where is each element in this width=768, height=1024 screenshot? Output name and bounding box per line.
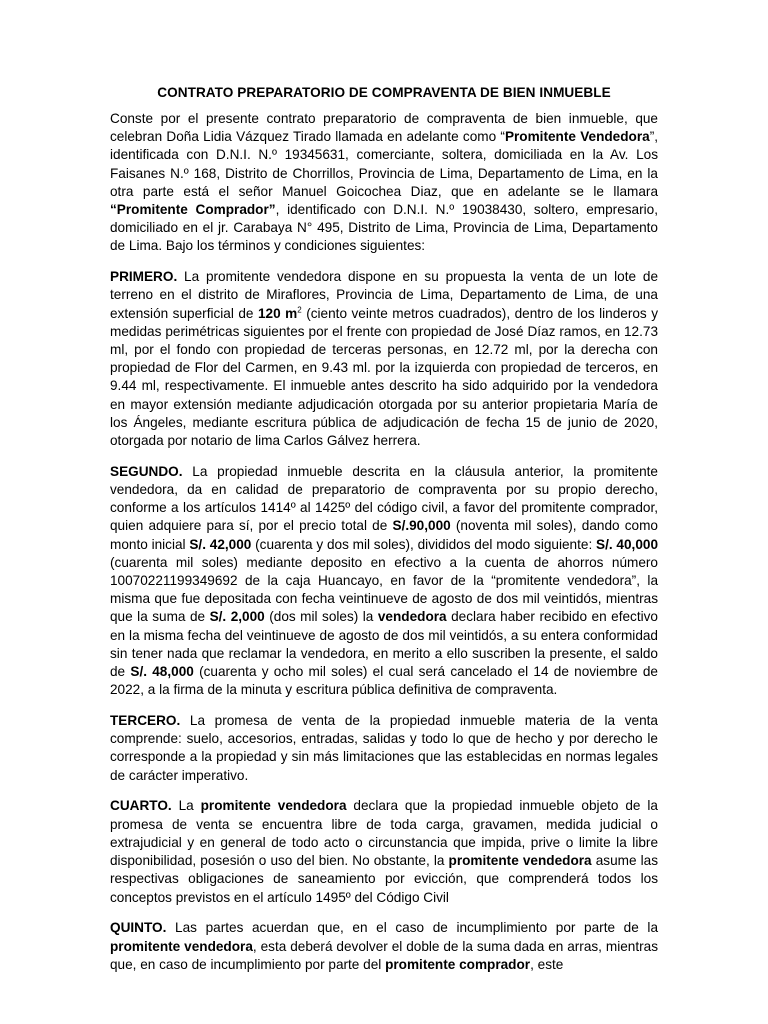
text-run: declara que la propiedad inmueble objeto de la promesa de venta se encuentra libre de toda carga, gravamen, medida judicial o extrajudicial y en general de todo acto o circunstancia que impida, prive o limite la libre disponibilidad, posesión o uso del bien. No obstante, la bbox=[110, 798, 658, 869]
bold-text-run: SEGUNDO. bbox=[110, 463, 183, 479]
bold-text-run: “Promitente Comprador” bbox=[110, 202, 276, 218]
bold-text-run: S/. 42,000 bbox=[189, 536, 252, 552]
bold-text-run: promitente vendedora bbox=[448, 853, 592, 869]
text-run: La promesa de venta de la propiedad inmueble materia de la venta comprende: suelo, accesorios, entradas, salidas y todo lo que de hecho y por derecho le corresponde a la propiedad y sin más limitaciones que las establecidas en normas legales de carácter imperativo. bbox=[110, 713, 658, 783]
bold-text-run: promitente vendedora bbox=[200, 798, 347, 814]
text-run: , esta deberá devolver el doble de la suma dada en arras, mientras que, en caso de incumplimiento por parte del bbox=[110, 938, 658, 972]
bold-text-run: promitente comprador bbox=[385, 956, 531, 972]
bold-text-run: vendedora bbox=[377, 609, 447, 625]
text-run: La promitente vendedora dispone en su propuesta la venta de un lote de terreno en el distrito de Miraflores, Provincia de Lima, Departamento de Lima, de una extensión superficial de bbox=[110, 269, 658, 321]
bold-text-run: TERCERO. bbox=[110, 713, 181, 729]
bold-text-run: CUARTO. bbox=[110, 798, 172, 814]
bold-text-run: promitente vendedora bbox=[110, 938, 253, 954]
bold-text-run: S/. 2,000 bbox=[209, 609, 265, 625]
bold-text-run: PRIMERO. bbox=[110, 269, 178, 285]
clause-quinto bbox=[110, 919, 658, 974]
bold-text-run: S/. 48,000 bbox=[130, 664, 194, 680]
clause-tercero bbox=[110, 712, 658, 785]
text-run: La bbox=[171, 798, 201, 814]
text-run: La propiedad inmueble descrita en la cláusula anterior, la promitente vendedora, da en calidad de preparatorio de compraventa por su propio derecho, conforme a los artículos 1414º al 1425º del código civil, a favor del promitente comprador, quien adquiere para sí, por el precio total de bbox=[110, 463, 658, 534]
bold-text-run: S/.90,000 bbox=[392, 518, 451, 534]
clause-cuarto bbox=[110, 797, 658, 906]
text-run: Las partes acuerdan que, en el caso de incumplimiento por parte de la bbox=[166, 920, 658, 936]
text-run: , este bbox=[530, 956, 564, 972]
bold-text-run: S/. 40,000 bbox=[596, 536, 659, 552]
text-run: (ciento veinte metros cuadrados), dentro de los linderos y medidas perimétricas siguientes por el frente con propiedad de José Díaz ramos, en 12.73 ml, por el fondo con propiedad de terceras personas, en 12.72 ml, por la derecha con propiedad de Flor del Carmen, en 9.43 ml. por la izquierda con propiedad de terceros, en 9.44 ml, respectivamente. El inmueble antes descrito ha sido adquirido por la vendedora en mayor extensión mediante adjudicación otorgada por su anterior propietaria María de los Ángeles, mediante escritura pública de adjudicación de fecha 15 de junio de 2020, otorgada por notario de lima Carlos Gálvez herrera. bbox=[110, 305, 659, 449]
document-body bbox=[110, 110, 658, 987]
text-run: asume las respectivas obligaciones de saneamiento por evicción, que comprenderá todos los conceptos previstos en el artículo 1495º del Código Civil bbox=[110, 853, 659, 905]
text-run: (dos mil soles) la bbox=[264, 609, 378, 625]
document-title: CONTRATO PREPARATORIO DE COMPRAVENTA DE BIEN INMUEBLE bbox=[157, 85, 611, 100]
clause-primero bbox=[110, 268, 658, 450]
clause-segundo bbox=[110, 463, 658, 700]
text-run: (cuarenta mil soles) mediante deposito en efectivo a la cuenta de ahorros número 10070221199349692 de la caja Huancayo, en favor de la “promitente vendedora”, la misma que fue depositada con fecha veintinueve de agosto de dos mil veintidós, mientras que la suma de bbox=[110, 554, 658, 625]
text-run: Conste por el presente contrato preparatorio de compraventa de bien inmueble, que celebran Doña Lidia Vázquez Tirado llamada en adelante como “ bbox=[110, 111, 658, 145]
superscript-run: 2 bbox=[297, 305, 302, 315]
intro-paragraph bbox=[110, 110, 658, 256]
bold-text-run: QUINTO. bbox=[110, 920, 167, 936]
text-run: (cuarenta y ocho mil soles) el cual será cancelado el 14 de noviembre de 2022, a la firma de la minuta y escritura pública definitiva de compraventa. bbox=[110, 664, 658, 698]
text-run: , identificado con D.N.I. N.º 19038430, soltero, empresario, domiciliado en el jr. Carabaya N° 495, Distrito de Lima, Provincia de Lima, Departamento de Lima. Bajo los términos y condiciones siguientes: bbox=[110, 202, 658, 254]
text-run: (noventa mil soles), dando como monto inicial bbox=[110, 518, 658, 552]
bold-text-run: 120 m bbox=[258, 305, 298, 321]
text-run: (cuarenta y dos mil soles), divididos del modo siguiente: bbox=[251, 536, 597, 552]
text-run: declara haber recibido en efectivo en la misma fecha del veintinueve de agosto de dos mil veintidós, a su entera conformidad sin tener nada que reclamar la vendedora, en merito a ello suscriben la presente, el saldo de bbox=[110, 609, 658, 680]
bold-text-run: Promitente Vendedora bbox=[504, 129, 650, 145]
text-run: ”, identificada con D.N.I. N.º 19345631, comerciante, soltera, domiciliada en la Av. Los Faisanes N.º 168, Distrito de Chorrillos, Provincia de Lima, Departamento de Lima, en la otra parte está el señor Manuel Goicochea Diaz, que en adelante se le llamara bbox=[110, 129, 659, 199]
